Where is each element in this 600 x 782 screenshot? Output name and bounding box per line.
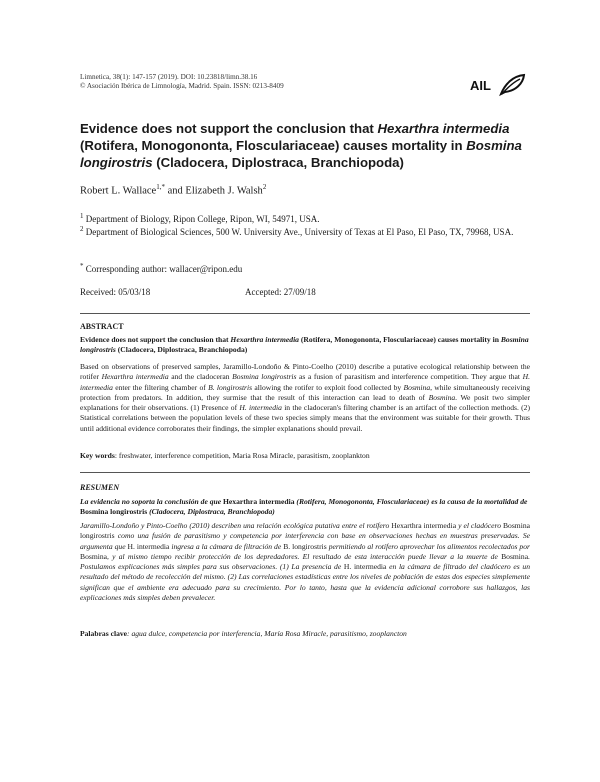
corresponding-author <box>80 262 242 274</box>
resumen-text: ingresa a la cámara de filtración de <box>169 541 284 551</box>
abstract-title-text: (Rotifera, Monogononta, Flosculariaceae) causes mortality in <box>298 335 501 344</box>
resumen-text: permitiendo al rotífero aprovechar los alimentos recolectados por <box>326 541 530 551</box>
species-name: H. intermedia <box>80 372 531 392</box>
abstract-text: Based on observations of preserved samples, Jaramillo-Londoño & Pinto-Coelho (2010) describe a putative ecological relationship between the rotifer <box>80 362 530 382</box>
accepted-date: Accepted: 27/09/18 <box>245 287 316 297</box>
title-text: Evidence does not support the conclusion that <box>80 121 378 136</box>
abstract-text: , while simultaneously receiving protection from predators. In addition, they surmise that the result of this interaction can lead to death of <box>80 382 531 402</box>
species-name: Bosmina longirostris <box>232 372 297 382</box>
ail-logo <box>470 72 526 98</box>
resumen-text: en la cámara de filtrado del cladócero es un resultado del método de recolección del mismo. (2) Las correlaciones estadísticas entre los niveles de población de estas dos especies simplemente significan que el ambiente era adecuado para su crecimiento. Por lo tanto, hasta que la evidencia adicional corrobore sus hallazgos, las explicaciones más simples deben prevalecer. <box>80 562 530 603</box>
affiliation-number: 1 <box>80 212 84 220</box>
resumen-title-species: Hexarthra intermedia <box>223 497 295 506</box>
palabras-clave <box>80 629 530 638</box>
resumen-heading: RESUMEN <box>80 483 120 492</box>
resumen-text: , y al mismo tiempo recibir protección de los depredadores. El resultado de esta interacción puede llevar a la muerte de <box>107 551 502 561</box>
abstract-text: enter the filtering chamber of <box>112 382 209 392</box>
corresponding-text: Corresponding author: wallacer@ripon.edu <box>83 264 243 274</box>
author-superscript: 2 <box>262 183 267 191</box>
abstract-title <box>80 335 530 355</box>
title-species: Bosmina longirostris <box>80 138 522 170</box>
abstract-title-text: (Cladocera, Diplostraca, Branchiopoda) <box>115 345 248 354</box>
abstract-title-species: Hexarthra intermedia <box>230 335 299 344</box>
resumen-title-text: (Rotifera, Monogononta, Flosculariaceae) es la causa de la mortalidad de <box>294 497 528 506</box>
affiliation-text: Department of Biology, Ripon College, Ripon, WI, 54971, USA. <box>83 214 320 224</box>
species-name: B. longirostris <box>283 541 327 551</box>
abstract-text: and the cladoceran <box>168 372 233 382</box>
species-name: H. intermedia <box>239 403 282 413</box>
species-name: H. intermedia <box>127 541 170 551</box>
palabras-clave-text: : agua dulce, competencia por interferencia, María Rosa Miracle, parasitismo, zooplancton <box>127 629 407 638</box>
resumen-body <box>80 521 530 603</box>
abstract-text: in the cladoceran's filtering chamber is an artifact of the collection methods. (2) Statistical correlations between the population levels of these two species simply means that the environment was suitable for their growth. Thus until additional evidence corroborates their findings, the simpler explanations should prevail. <box>80 403 531 433</box>
copyright-line: © Asociación Ibérica de Limnología, Madrid. Spain. ISSN: 0213-8409 <box>80 82 284 90</box>
author-name: Robert L. Wallace <box>80 185 157 197</box>
paper-title <box>80 120 530 171</box>
species-name: Hexarthra intermedia <box>101 372 169 382</box>
corresponding-mark: * <box>80 262 84 270</box>
leaf-icon <box>497 72 527 98</box>
author-name: Elizabeth J. Walsh <box>185 185 263 197</box>
resumen-title-species: Bosmina longirostris <box>80 507 148 516</box>
affiliation-text: Department of Biological Sciences, 500 W. University Ave., University of Texas at El Paso, El Paso, TX, 79968, USA. <box>83 227 514 237</box>
received-date: Received: 05/03/18 <box>80 287 151 297</box>
divider <box>80 313 530 314</box>
keywords-text: : freshwater, interference competition, Maria Rosa Miracle, parasitism, zooplankton <box>114 451 370 460</box>
abstract-text: as a fusion of parasitism and interference competition. They argue that <box>296 372 523 382</box>
author-list <box>80 183 266 197</box>
species-name: Bosmina longirostris <box>80 521 530 541</box>
resumen-title-text: La evidencia no soporta la conclusión de que <box>80 497 224 506</box>
resumen-text: como una fusión de parasitismo y competencia por interferencia con base en observaciones hechas en muestras preservadas. Se argumenta que <box>80 531 530 551</box>
abstract-body <box>80 362 530 434</box>
logo-text: AIL <box>470 78 491 93</box>
abstract-title-species: Bosmina longirostris <box>80 335 529 354</box>
resumen-text: Jaramillo-Londoño y Pinto-Coelho (2010) describen una relación ecológica putativa entre el rotífero <box>80 521 392 530</box>
species-name: H. intermedia <box>343 562 387 572</box>
species-name: Bosmina <box>501 551 529 561</box>
keywords <box>80 451 530 460</box>
keywords-label: Key words <box>80 451 115 460</box>
title-text: (Rotifera, Monogononta, Flosculariaceae) causes mortality in <box>80 138 467 153</box>
title-text: (Cladocera, Diplostraca, Branchiopoda) <box>152 155 404 170</box>
title-species: Hexarthra intermedia <box>377 121 510 136</box>
resumen-text: y el cladócero <box>456 521 503 530</box>
affiliation-2 <box>80 224 520 239</box>
citation-line: Limnetica, 38(1): 147-157 (2019). DOI: 10.23818/limn.38.16 <box>80 73 258 81</box>
abstract-text: . We posit two simpler explanations for their observations. (1) Presence of <box>80 392 530 413</box>
author-superscript: 1,* <box>156 183 165 191</box>
species-name: Bosmina <box>403 382 431 392</box>
journal-header <box>80 73 284 91</box>
palabras-clave-label: Palabras clave <box>80 629 128 638</box>
species-name: Bosmina <box>428 392 456 402</box>
resumen-text: . Postulamos explicaciones más simples para sus observaciones. (1) La presencia de <box>80 551 530 572</box>
author-conjunction: and <box>164 185 186 197</box>
abstract-text: allowing the rotifer to exploit food collected by <box>252 382 404 392</box>
species-name: Bosmina <box>80 551 108 561</box>
species-name: B. longirostris <box>208 382 253 392</box>
resumen-title-text: (Cladocera, Diplostraca, Branchiopoda) <box>147 507 275 516</box>
species-name: Hexarthra intermedia <box>391 521 457 530</box>
resumen-title <box>80 497 530 517</box>
affiliation-number: 2 <box>80 225 84 233</box>
abstract-heading: ABSTRACT <box>80 322 124 331</box>
divider <box>80 472 530 473</box>
abstract-title-text: Evidence does not support the conclusion that <box>80 335 231 344</box>
